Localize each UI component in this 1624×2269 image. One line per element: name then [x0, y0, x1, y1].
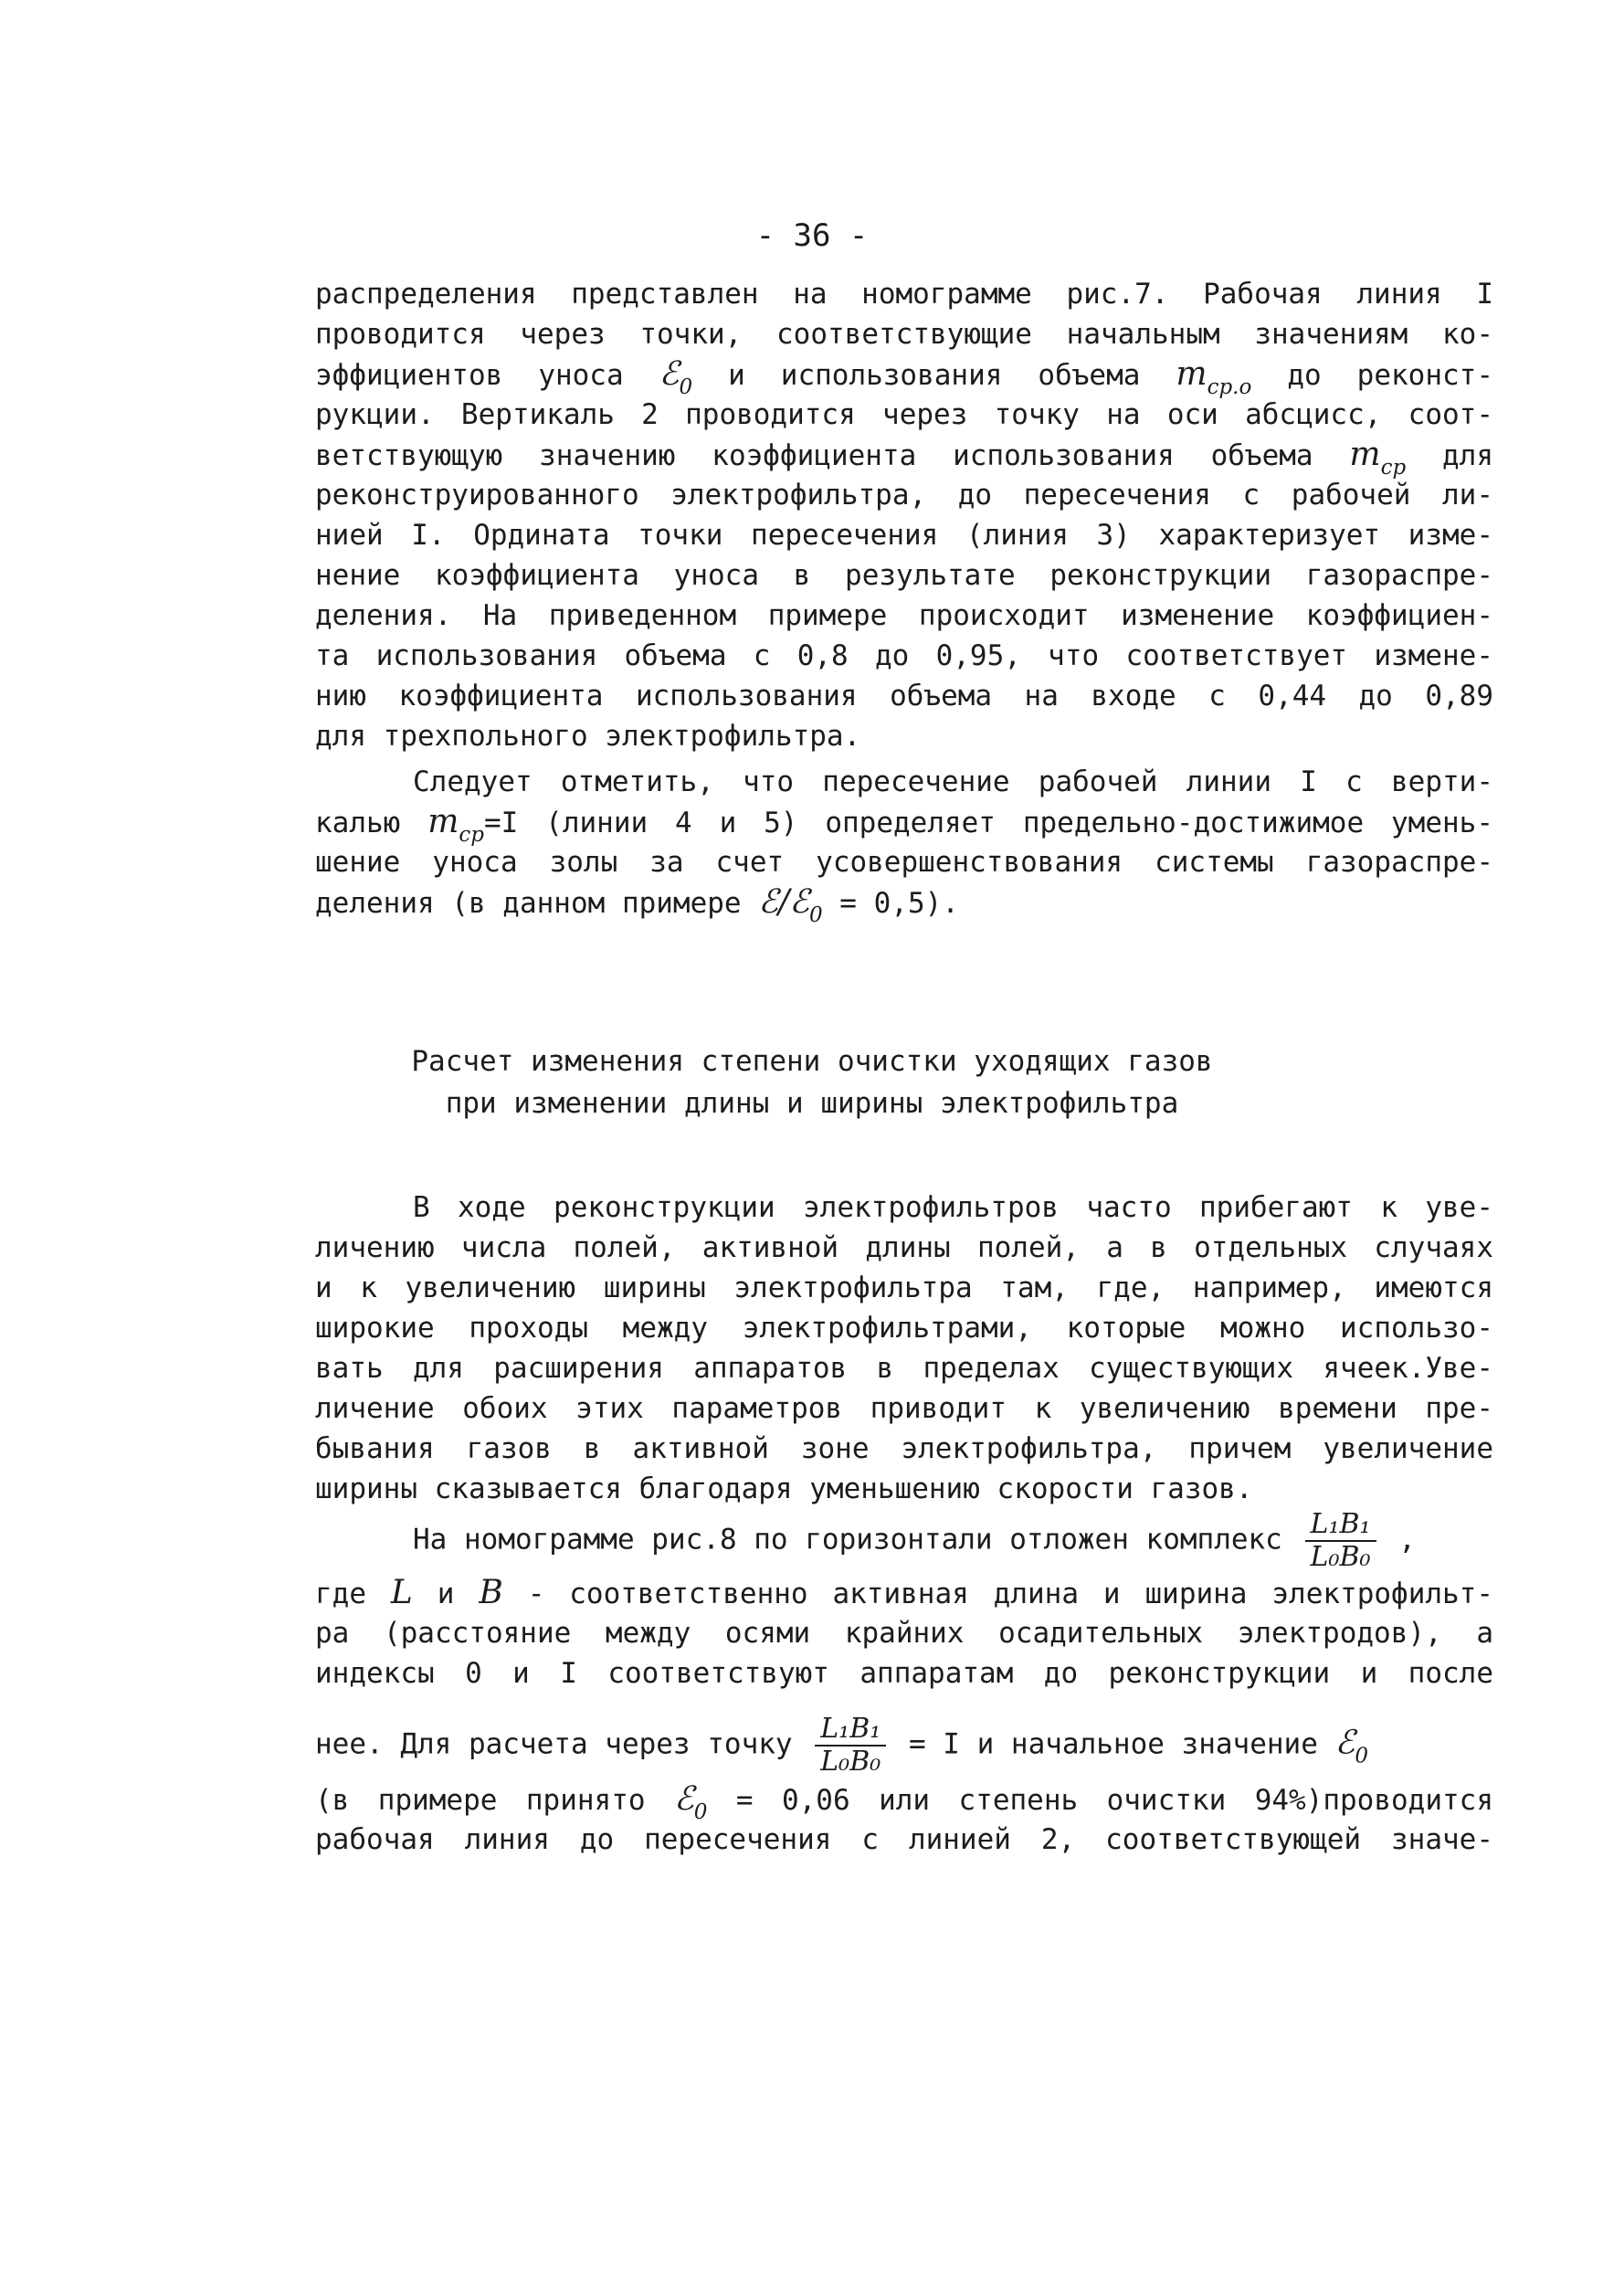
text-span: , — [1381, 1523, 1416, 1557]
text-span: где — [315, 1578, 391, 1610]
text-span: и использования объема — [692, 359, 1176, 392]
text-line: реконструированного электрофильтра, до пересечения с рабочей ли- — [315, 479, 1493, 512]
text-line: нение коэффициента уноса в результате реконструкции газораспре- — [315, 559, 1493, 592]
text-span: - соответственно активная длина и ширина электрофильт- — [502, 1578, 1494, 1610]
text-line: ширины сказывается благодаря уменьшению скорости газов. — [315, 1472, 1253, 1505]
text-line: и к увеличению ширины электрофильтра там, где, например, имеются — [315, 1272, 1493, 1304]
text-line: распределения представлен на номограмме рис.7. Рабочая линия I — [315, 278, 1493, 311]
formula-m: m — [1176, 355, 1207, 393]
text-line: проводится через точки, соответствующие начальным значениям ко- — [315, 318, 1493, 351]
text-span: =I (линии 4 и 5) определяет предельно-достижимое умень- — [483, 807, 1493, 839]
formula-subscript: 0 — [1355, 1744, 1368, 1768]
text-line — [315, 802, 1493, 847]
text-line — [315, 354, 1493, 399]
page-number: - 36 - — [755, 217, 869, 254]
text-line: личение обоих этих параметров приводит к увеличению времени пре- — [315, 1392, 1493, 1425]
fraction-l1b1-over-l0b0 — [815, 1714, 886, 1778]
formula-ratio: ℰ/ℰ — [758, 883, 809, 921]
text-line: вать для расширения аппаратов в пределах существующих ячеек.Уве- — [315, 1352, 1493, 1385]
formula-subscript: cp — [1380, 456, 1407, 480]
text-span: = 0,5). — [822, 887, 959, 920]
text-line — [413, 1508, 1493, 1573]
text-line: шение уноса золы за счет усовершенствования системы газораспре- — [315, 846, 1493, 879]
text-line: нией I. Ордината точки пересечения (линия 3) характеризует изме- — [315, 519, 1493, 552]
text-line: В ходе реконструкции электрофильтров часто прибегают к уве- — [413, 1191, 1493, 1224]
formula-subscript: 0 — [809, 903, 823, 927]
formula-epsilon: ℰ — [659, 355, 680, 393]
text-line — [315, 1779, 1493, 1824]
text-line: ра (расстояние между осями крайних осадительных электродов), а — [315, 1617, 1493, 1650]
text-line: Следует отметить, что пересечение рабочей линии I с верти- — [413, 765, 1493, 798]
text-line — [315, 1573, 1493, 1613]
text-span: ветствующую значению коэффициента использования объема — [315, 439, 1350, 472]
text-line: личению числа полей, активной длины полей, а в отдельных случаях — [315, 1231, 1493, 1264]
text-line: рукции. Вертикаль 2 проводится через точку на оси абсцисс, соот- — [315, 398, 1493, 431]
fraction-denominator: L₀B₀ — [820, 1746, 881, 1778]
formula-epsilon: ℰ — [673, 1780, 694, 1818]
text-line: деления. На приведенном примере происходит изменение коэффициен- — [315, 599, 1493, 632]
text-span: эффициентов уноса — [315, 359, 659, 392]
text-span: для — [1406, 439, 1494, 472]
text-line: рабочая линия до пересечения с линией 2, соответствующей значе- — [315, 1823, 1493, 1856]
text-span: до реконст- — [1251, 359, 1493, 392]
text-line — [315, 882, 1493, 927]
text-line: та использования объема с 0,8 до 0,95, что соответствует измене- — [315, 639, 1493, 672]
text-span: нее. Для расчета через точку — [315, 1727, 810, 1761]
formula-m: m — [427, 803, 459, 840]
section-heading-line2: при изменении длины и ширины электрофильтра — [445, 1087, 1179, 1120]
text-line: широкие проходы между электрофильтрами, которые можно использо- — [315, 1312, 1493, 1345]
section-heading-line1: Расчет изменения степени очистки уходящих газов — [411, 1045, 1213, 1078]
text-line: для трехпольного электрофильтра. — [315, 720, 861, 753]
text-span: калью — [315, 807, 428, 839]
text-span: = 0,06 или степень очистки 94%)проводится — [707, 1784, 1493, 1817]
text-line: нию коэффициента использования объема на входе с 0,44 до 0,89 — [315, 680, 1493, 712]
text-span: На номограмме рис.8 по горизонтали отложен комплекс — [413, 1523, 1300, 1557]
fraction-numerator: L₁B₁ — [1305, 1509, 1376, 1542]
formula-subscript: cp — [459, 823, 484, 847]
formula-B: B — [479, 1574, 503, 1611]
text-line: индексы 0 и I соответствуют аппаратам до реконструкции и после — [315, 1657, 1493, 1690]
formula-subscript: cp.o — [1207, 375, 1252, 399]
formula-subscript: 0 — [693, 1800, 708, 1824]
fraction-numerator: L₁B₁ — [815, 1714, 886, 1747]
formula-subscript: 0 — [679, 375, 693, 399]
fraction-l1b1-over-l0b0 — [1305, 1509, 1376, 1573]
text-line — [315, 1713, 1493, 1778]
text-span: деления (в данном примере — [315, 887, 759, 920]
text-span: (в примере принято — [315, 1784, 674, 1817]
formula-L: L — [390, 1574, 413, 1611]
text-line — [315, 435, 1494, 480]
formula-epsilon: ℰ — [1334, 1724, 1355, 1762]
formula-m: m — [1349, 436, 1381, 473]
text-span: = I и начальное значение — [891, 1727, 1335, 1761]
text-span: и — [412, 1578, 480, 1610]
text-line: бывания газов в активной зоне электрофильтра, причем увеличение — [315, 1432, 1493, 1465]
fraction-denominator: L₀B₀ — [1310, 1541, 1371, 1573]
